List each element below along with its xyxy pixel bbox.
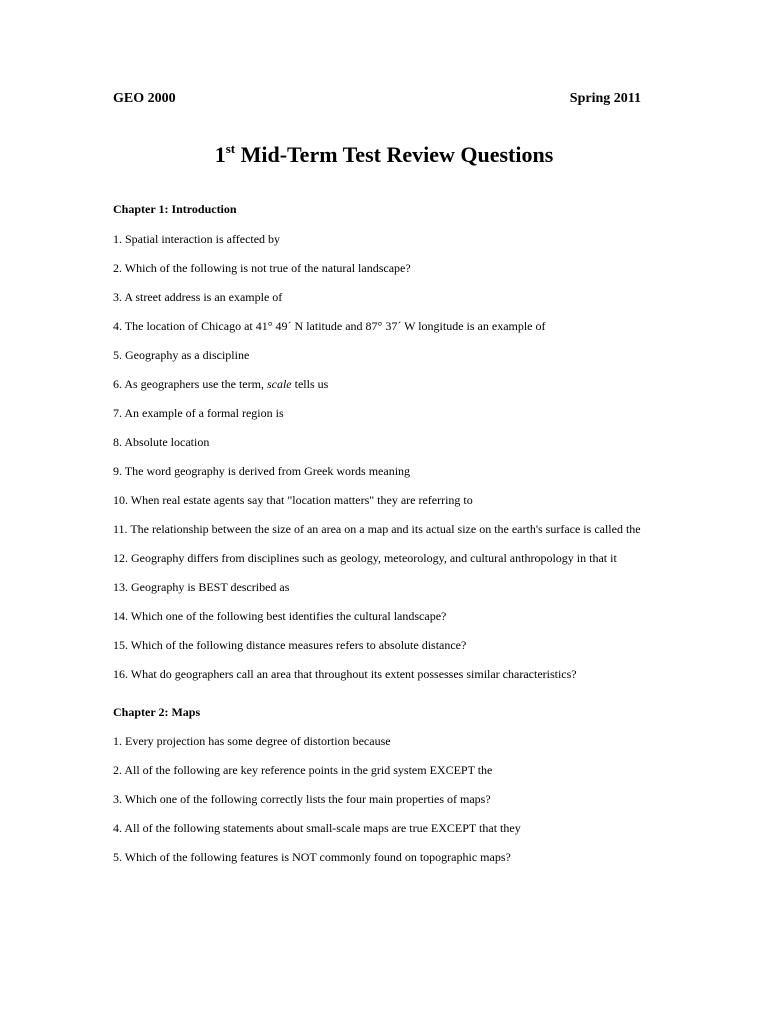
question-6-text: 6. As geographers use the term, [113, 377, 264, 391]
question-item: 7. An example of a formal region is [113, 406, 284, 420]
question-item: 15. Which of the following distance measures refers to absolute distance? [113, 638, 467, 652]
question-item: 2. All of the following are key reference points in the grid system EXCEPT the [113, 763, 493, 777]
course-code: GEO 2000 [113, 91, 176, 106]
question-item: 5. Geography as a discipline [113, 348, 250, 362]
question-item: 12. Geography differs from disciplines such as geology, meteorology, and cultural anthropology in that it [113, 551, 617, 565]
question-item: 10. When real estate agents say that "location matters" they are referring to [113, 493, 473, 507]
document-body [113, 202, 653, 879]
question-item: 3. A street address is an example of [113, 290, 283, 304]
question-item: 14. Which one of the following best identifies the cultural landscape? [113, 609, 447, 623]
title-ordinal-number: 1 [214, 142, 226, 167]
question-6-tail: tells us [294, 377, 329, 391]
question-item: 1. Every projection has some degree of distortion because [113, 734, 391, 748]
question-item [113, 377, 653, 391]
question-item: 8. Absolute location [113, 435, 210, 449]
question-item: 3. Which one of the following correctly lists the four main properties of maps? [113, 792, 491, 806]
chapter-2-questions [113, 734, 653, 864]
question-item: 1. Spatial interaction is affected by [113, 232, 281, 246]
chapter-2-heading: Chapter 2: Maps [113, 705, 201, 719]
question-6-italic-term: scale [266, 377, 292, 391]
chapter-1-questions [113, 232, 653, 681]
title-text: Mid-Term Test Review Questions [240, 142, 554, 167]
page-title [0, 141, 768, 172]
question-item: 5. Which of the following features is NOT commonly found on topographic maps? [113, 850, 511, 864]
question-item: 11. The relationship between the size of an area on a map and its actual size on the earth's surface is called the [113, 522, 641, 536]
term-label: Spring 2011 [569, 91, 641, 106]
question-item: 4. The location of Chicago at 41° 49´ N latitude and 87° 37´ W longitude is an example of [113, 319, 546, 333]
question-item: 9. The word geography is derived from Greek words meaning [113, 464, 411, 478]
chapter-1-heading: Chapter 1: Introduction [113, 202, 237, 216]
question-item: 13. Geography is BEST described as [113, 580, 290, 594]
title-ordinal-suffix: st [225, 141, 236, 156]
question-item: 4. All of the following statements about small-scale maps are true EXCEPT that they [113, 821, 521, 835]
question-item: 16. What do geographers call an area that throughout its extent possesses similar characteristics? [113, 667, 577, 681]
question-item: 2. Which of the following is not true of the natural landscape? [113, 261, 411, 275]
